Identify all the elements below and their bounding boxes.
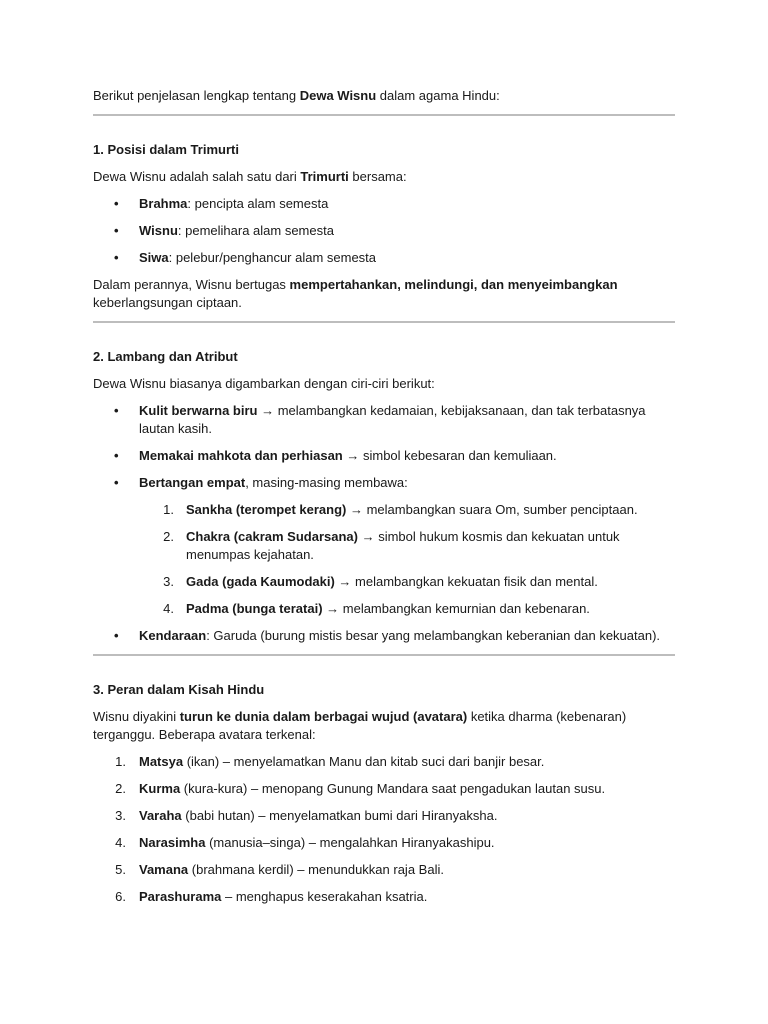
intro-text-end: dalam agama Hindu:: [376, 88, 500, 103]
item-text: → simbol kebesaran dan kemuliaan.: [342, 448, 557, 463]
list-item: [93, 834, 675, 852]
item-number: 2.: [163, 529, 174, 544]
item-bold: Matsya: [139, 754, 184, 769]
item-text: (brahmana kerdil) – menundukkan raja Bali.: [188, 862, 444, 877]
bullet-icon: •: [114, 448, 119, 463]
intro-text: Berikut penjelasan lengkap tentang: [93, 88, 300, 103]
item-bold: Siwa: [139, 250, 169, 265]
item-text: (ikan) – menyelamatkan Manu dan kitab suci dari banjir besar.: [183, 754, 545, 769]
section3-list: [93, 753, 675, 906]
list-item: [93, 195, 675, 213]
list-item: [93, 861, 675, 879]
divider: [93, 654, 675, 656]
section1-closing-end: keberlangsungan ciptaan.: [93, 295, 242, 310]
item-text: : pelebur/penghancur alam semesta: [168, 250, 377, 265]
section2-lead: Dewa Wisnu biasanya digambarkan dengan ciri-ciri berikut:: [93, 376, 435, 391]
section-heading-1: 1. Posisi dalam Trimurti: [93, 142, 239, 157]
bullet-icon: •: [114, 475, 119, 490]
item-text: → simbol hukum kosmis dan kekuatan untuk menumpas kejahatan.: [186, 529, 620, 562]
section3-lead-bold: turun ke dunia dalam berbagai wujud (avatara): [179, 709, 468, 724]
item-text: → melambangkan suara Om, sumber penciptaan.: [346, 502, 638, 517]
item-number: 5.: [115, 862, 126, 877]
sublist-item: [93, 600, 675, 618]
list-item: [93, 249, 675, 267]
item-text: : pemelihara alam semesta: [177, 223, 334, 238]
item-bold: Kurma: [139, 781, 181, 796]
item-bold: Wisnu: [139, 223, 178, 238]
section2-list: [93, 402, 675, 492]
list-item: [93, 402, 675, 438]
section-heading-2: 2. Lambang dan Atribut: [93, 349, 238, 364]
intro-paragraph: [93, 87, 675, 105]
bullet-icon: •: [114, 628, 119, 643]
section3-lead: [93, 708, 675, 744]
item-text: : Garuda (burung mistis besar yang melambangkan keberanian dan kekuatan).: [206, 628, 661, 643]
item-bold: Varaha: [139, 808, 182, 823]
section3-lead-end: ketika dharma (kebenaran) terganggu. Beberapa avatara terkenal:: [93, 709, 627, 742]
item-text: , masing-masing membawa:: [245, 475, 408, 490]
list-item: [93, 222, 675, 240]
divider: [93, 114, 675, 116]
item-text: (manusia–singa) – mengalahkan Hiranyakashipu.: [205, 835, 495, 850]
list-item: [93, 807, 675, 825]
intro-bold: Dewa Wisnu: [299, 88, 377, 103]
document-page: [93, 87, 675, 906]
item-text: – menghapus keserakahan ksatria.: [221, 889, 428, 904]
section1-closing: [93, 276, 675, 312]
section-heading-3: 3. Peran dalam Kisah Hindu: [93, 682, 265, 697]
item-text: → melambangkan kekuatan fisik dan mental.: [334, 574, 598, 589]
item-bold: Brahma: [139, 196, 188, 211]
item-number: 4.: [163, 601, 174, 616]
item-number: 4.: [115, 835, 126, 850]
item-bold: Gada (gada Kaumodaki): [186, 574, 335, 589]
bullet-icon: •: [114, 250, 119, 265]
item-bold: Kulit berwarna biru: [139, 403, 258, 418]
list-item: [93, 888, 675, 906]
sublist-item: [93, 573, 675, 591]
section1-closing-bold: mempertahankan, melindungi, dan menyeimbangkan: [289, 277, 618, 292]
section1-closing-text: Dalam perannya, Wisnu bertugas: [93, 277, 290, 292]
item-bold: Memakai mahkota dan perhiasan: [139, 448, 343, 463]
item-number: 2.: [115, 781, 126, 796]
list-item: [93, 780, 675, 798]
item-text: (babi hutan) – menyelamatkan bumi dari Hiranyaksha.: [181, 808, 498, 823]
item-bold: Vamana: [139, 862, 189, 877]
section1-lead: [93, 168, 675, 186]
item-bold: Kendaraan: [139, 628, 207, 643]
item-number: 1.: [115, 754, 126, 769]
item-text: (kura-kura) – menopang Gunung Mandara saat pengadukan lautan susu.: [180, 781, 606, 796]
section1-lead-end: bersama:: [348, 169, 407, 184]
list-item: [93, 474, 675, 492]
item-text: → melambangkan kedamaian, kebijaksanaan, dan tak terbatasnya lautan kasih.: [139, 403, 646, 436]
item-bold: Narasimha: [139, 835, 206, 850]
section1-lead-bold: Trimurti: [300, 169, 349, 184]
bullet-icon: •: [114, 196, 119, 211]
item-bold: Padma (bunga teratai): [186, 601, 323, 616]
item-text: → melambangkan kemurnian dan kebenaran.: [322, 601, 590, 616]
bullet-icon: •: [114, 223, 119, 238]
item-number: 3.: [163, 574, 174, 589]
section2-list-end: [93, 627, 675, 645]
section2-sublist: [93, 501, 675, 618]
list-item: [93, 627, 675, 645]
section1-lead-text: Dewa Wisnu adalah salah satu dari: [93, 169, 301, 184]
item-text: : pencipta alam semesta: [187, 196, 329, 211]
item-bold: Chakra (cakram Sudarsana): [186, 529, 358, 544]
item-bold: Parashurama: [139, 889, 222, 904]
section3-lead-text: Wisnu diyakini: [93, 709, 180, 724]
divider: [93, 321, 675, 323]
sublist-item: [93, 528, 675, 564]
item-bold: Sankha (terompet kerang): [186, 502, 347, 517]
list-item: [93, 447, 675, 465]
list-item: [93, 753, 675, 771]
bullet-icon: •: [114, 403, 119, 418]
item-number: 6.: [115, 889, 126, 904]
sublist-item: [93, 501, 675, 519]
item-number: 3.: [115, 808, 126, 823]
section1-list: [93, 195, 675, 267]
item-number: 1.: [163, 502, 174, 517]
item-bold: Bertangan empat: [139, 475, 246, 490]
